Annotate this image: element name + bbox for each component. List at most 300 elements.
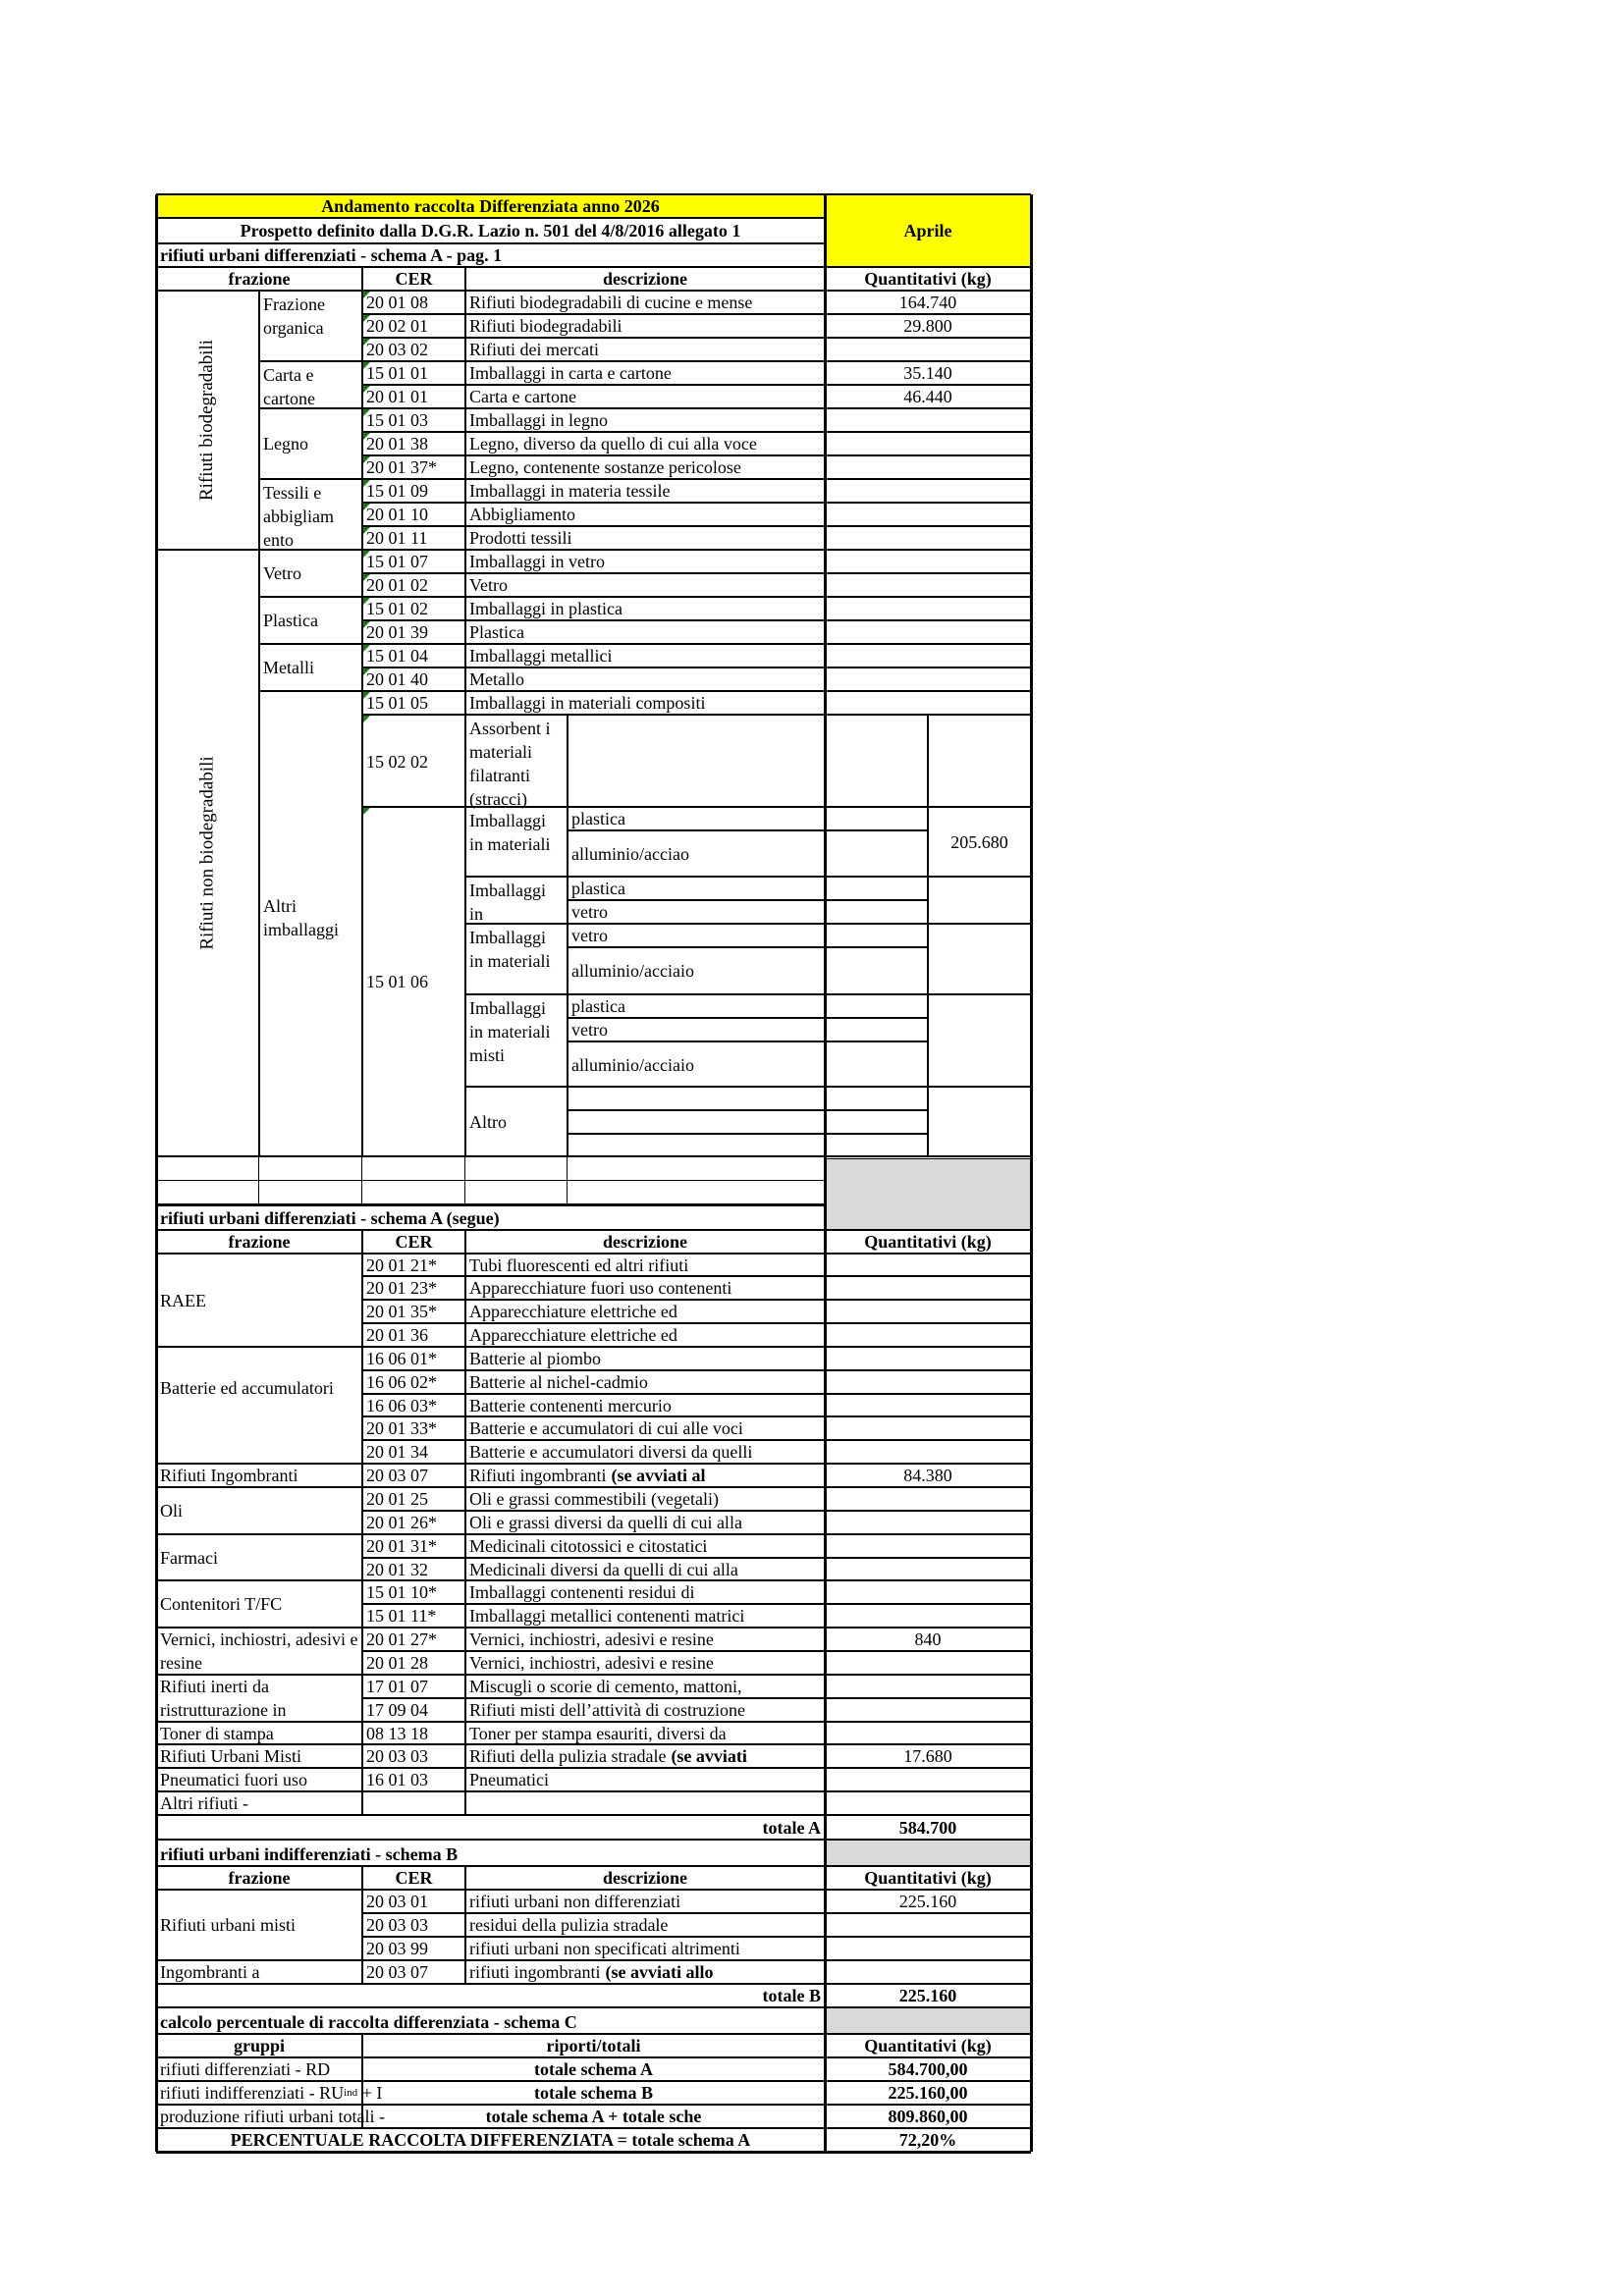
grid-line bbox=[568, 1041, 929, 1042]
quantity-value: 584.700,00 bbox=[888, 2059, 968, 2079]
grid-line bbox=[156, 217, 825, 219]
grid-line bbox=[156, 1229, 1031, 1231]
quantity-value: 46.440 bbox=[903, 387, 952, 406]
waste-description: Carta e cartone bbox=[469, 387, 576, 406]
material-name: vetro bbox=[571, 926, 608, 945]
col-groups: gruppi bbox=[233, 2036, 286, 2056]
waste-description: Apparecchiature fuori uso contenenti bbox=[469, 1278, 732, 1298]
cer-code: 15 01 04 bbox=[366, 646, 428, 666]
col-quantity: Quantitativi (kg) bbox=[864, 269, 992, 289]
grid-line bbox=[258, 291, 260, 1156]
cer-code: 20 01 21* bbox=[366, 1255, 437, 1275]
grid-line bbox=[361, 267, 363, 291]
waste-description bbox=[465, 1960, 825, 1984]
grid-line bbox=[362, 1275, 1031, 1277]
grid-line bbox=[362, 431, 1031, 433]
cer-code: 20 01 28 bbox=[366, 1653, 428, 1673]
waste-description: Batterie contenenti mercurio bbox=[469, 1396, 672, 1415]
col-fraction: frazione bbox=[228, 1232, 291, 1252]
cer-code: 15 01 09 bbox=[366, 481, 428, 501]
quantity-value bbox=[825, 1347, 1031, 1370]
grid-line bbox=[362, 1912, 1031, 1914]
cer-code: 15 01 07 bbox=[366, 552, 428, 571]
waste-description: Legno, contenente sostanze pericolose bbox=[469, 457, 741, 477]
fraction-organic: Frazione organica bbox=[263, 294, 325, 338]
comment-marker bbox=[363, 292, 370, 298]
material-name: vetro bbox=[571, 902, 608, 922]
quantity-value: 84.380 bbox=[903, 1466, 952, 1485]
waste-description: rifiuti urbani non differenziati bbox=[469, 1892, 681, 1911]
waste-description: Batterie al nichel-cadmio bbox=[469, 1372, 648, 1392]
waste-description: residui della pulizia stradale bbox=[469, 1915, 669, 1935]
quantity-value: 205.680 bbox=[950, 831, 1008, 852]
grid-line bbox=[156, 1839, 1031, 1841]
waste-description: Vernici, inchiostri, adesivi e resine bbox=[469, 1653, 714, 1673]
percentage-label: PERCENTUALE RACCOLTA DIFFERENZIATA = totale schema A bbox=[230, 2130, 751, 2150]
quantity-value bbox=[825, 1254, 1031, 1277]
quantity-value bbox=[825, 550, 1031, 573]
grid-line bbox=[362, 525, 1031, 527]
grid-line bbox=[362, 313, 1031, 315]
quantity-value bbox=[825, 408, 1031, 432]
grid-line bbox=[362, 1650, 1031, 1652]
cer-code: 20 01 10 bbox=[366, 505, 428, 524]
grid-line bbox=[825, 193, 1031, 195]
cer-code: 20 01 33* bbox=[366, 1418, 437, 1438]
cer-code: 15 01 06 bbox=[366, 972, 428, 991]
total-a-label: totale A bbox=[762, 1818, 821, 1838]
grid-line bbox=[362, 619, 1031, 621]
cer-code: 20 01 11 bbox=[366, 528, 428, 548]
fraction-bulky: Rifiuti Ingombranti bbox=[160, 1466, 298, 1485]
cer-code: 20 03 03 bbox=[366, 1915, 428, 1935]
description-text: Rifiuti della pulizia stradale bbox=[469, 1746, 667, 1766]
cer-code: 20 03 02 bbox=[366, 340, 428, 359]
waste-description: Tubi fluorescenti ed altri rifiuti bbox=[469, 1255, 689, 1275]
report-label: totale schema B bbox=[534, 2083, 653, 2103]
comment-marker bbox=[363, 386, 370, 393]
col-fraction: frazione bbox=[228, 1868, 291, 1888]
comment-marker bbox=[363, 409, 370, 416]
grid-line bbox=[259, 360, 362, 362]
grid-line bbox=[361, 1866, 363, 1984]
fraction-inert: Rifiuti inerti da ristrutturazione in bbox=[160, 1677, 287, 1720]
waste-description: Legno, diverso da quello di cui alla voce bbox=[469, 434, 757, 454]
absorbents-label: Assorbent i materiali filatranti (stracci) bbox=[469, 719, 551, 809]
quantity-value bbox=[825, 1913, 1031, 1937]
group-biodegradable-text: Rifiuti biodegradabili bbox=[196, 339, 218, 502]
grid-line bbox=[568, 1017, 929, 1019]
multi-block-label: Altro bbox=[469, 1111, 507, 1132]
grid-line bbox=[362, 360, 1031, 362]
fraction-raee: RAEE bbox=[160, 1290, 206, 1310]
grid-line bbox=[156, 1155, 1031, 1157]
cer-code: 20 03 07 bbox=[366, 1962, 428, 1982]
fraction-paints: Vernici, inchiostri, adesivi e resine bbox=[160, 1629, 358, 1673]
fraction-tyres: Pneumatici fuori uso bbox=[160, 1770, 307, 1789]
quantity-value bbox=[825, 1768, 1031, 1791]
material-name: alluminio/acciaio bbox=[571, 1054, 694, 1075]
grid-line bbox=[464, 1866, 466, 1984]
grid-line bbox=[568, 1109, 929, 1111]
cer-code: 15 01 02 bbox=[366, 599, 428, 618]
grid-line bbox=[362, 806, 1031, 808]
cer-code: 20 03 99 bbox=[366, 1939, 428, 1958]
col-quantity: Quantitativi (kg) bbox=[864, 2036, 992, 2056]
cer-code: 15 01 10* bbox=[366, 1582, 437, 1602]
quantity-value bbox=[825, 1604, 1031, 1628]
cer-code: 20 01 32 bbox=[366, 1560, 428, 1579]
waste-description: Imballaggi metallici bbox=[469, 646, 613, 666]
multi-block-label: Imballaggi in materiali bbox=[469, 928, 551, 971]
cer-code: 16 06 02* bbox=[366, 1372, 437, 1392]
description-text: rifiuti ingombranti bbox=[469, 1962, 601, 1982]
comment-marker bbox=[363, 527, 370, 534]
fraction-batteries: Batterie ed accumulatori bbox=[160, 1378, 334, 1398]
cer-code: 15 01 01 bbox=[366, 363, 428, 383]
grid-line bbox=[156, 1790, 1031, 1792]
waste-description bbox=[465, 1744, 825, 1768]
schema-b-shade bbox=[825, 1840, 1031, 1866]
report-title: Andamento raccolta Differenziata anno 2026 bbox=[321, 196, 660, 216]
group-label: produzione rifiuti urbani totali - bbox=[160, 2107, 385, 2126]
quantity-value: 164.740 bbox=[898, 293, 957, 312]
grid-line bbox=[156, 1889, 1031, 1891]
grid-line bbox=[567, 1156, 568, 1205]
cer-code: 17 01 07 bbox=[366, 1677, 428, 1696]
grid-line bbox=[361, 291, 363, 1156]
fraction-textiles: Tessili e abbigliam ento bbox=[263, 483, 334, 550]
multi-block-label: Imballaggi in materiali bbox=[469, 811, 551, 854]
quantity-value: 840 bbox=[914, 1629, 942, 1649]
cer-code: 20 02 01 bbox=[366, 316, 428, 336]
cer-code: 20 01 38 bbox=[366, 434, 428, 454]
waste-description: Pneumatici bbox=[469, 1770, 549, 1789]
cer-code: 20 03 07 bbox=[366, 1466, 428, 1485]
section-a2-title: rifiuti urbani differenziati - schema A (segue) bbox=[160, 1208, 500, 1228]
col-reports: riporti/totali bbox=[546, 2036, 641, 2056]
grid-line bbox=[156, 266, 1031, 268]
comment-marker bbox=[363, 456, 370, 463]
quantity-value bbox=[825, 1323, 1031, 1347]
quantity-value bbox=[825, 1416, 1031, 1440]
fraction-containers: Contenitori T/FC bbox=[160, 1594, 283, 1614]
schema-c-shade bbox=[825, 2007, 1031, 2034]
waste-description: Toner per stampa esauriti, diversi da bbox=[469, 1724, 727, 1743]
quantity-value bbox=[825, 1675, 1031, 1698]
quantity-value bbox=[825, 1276, 1031, 1300]
waste-description bbox=[465, 1464, 825, 1487]
grid-line bbox=[1030, 194, 1033, 2152]
comment-marker bbox=[363, 551, 370, 558]
material-name: plastica bbox=[571, 809, 625, 828]
grid-line bbox=[156, 2080, 1031, 2082]
month-label: Aprile bbox=[903, 221, 952, 240]
grid-line bbox=[362, 667, 1031, 668]
cer-code: 20 01 02 bbox=[366, 575, 428, 595]
cer-code: 15 01 05 bbox=[366, 693, 428, 713]
cer-code: 20 01 39 bbox=[366, 622, 428, 642]
cer-code: 16 06 03* bbox=[366, 1396, 437, 1415]
waste-description: Medicinali diversi da quelli di cui alla bbox=[469, 1560, 738, 1579]
cer-code: 20 01 35* bbox=[366, 1302, 437, 1321]
col-description: descrizione bbox=[603, 269, 687, 289]
quantity-value: 225.160,00 bbox=[888, 2083, 968, 2103]
percentage-value: 72,20% bbox=[898, 2130, 957, 2150]
grid-line bbox=[156, 193, 825, 195]
fraction-other: Altri rifiuti - bbox=[160, 1793, 248, 1813]
group-label: rifiuti differenziati - RD bbox=[160, 2059, 331, 2079]
fraction-oils: Oli bbox=[160, 1501, 184, 1521]
description-note: (se avviati bbox=[671, 1746, 747, 1766]
report-subtitle: Prospetto definito dalla D.G.R. Lazio n. 501 del 4/8/2016 allegato 1 bbox=[240, 221, 741, 240]
cer-code: 17 09 04 bbox=[366, 1700, 428, 1720]
grid-line bbox=[362, 407, 1031, 409]
grid-line bbox=[362, 384, 1031, 386]
cer-code: 20 03 03 bbox=[366, 1746, 428, 1766]
cer-code: 20 01 34 bbox=[366, 1442, 428, 1462]
comment-marker bbox=[363, 433, 370, 440]
grid-line bbox=[156, 2151, 1031, 2154]
grid-line bbox=[259, 407, 362, 409]
waste-description: Imballaggi in legno bbox=[469, 410, 608, 430]
grid-line bbox=[156, 1814, 1031, 1816]
grid-line bbox=[362, 1439, 1031, 1441]
total-b-value: 225.160 bbox=[898, 1986, 957, 2005]
quantity-value: 809.860,00 bbox=[888, 2107, 968, 2126]
quantity-value bbox=[825, 503, 1031, 526]
grid-line bbox=[568, 946, 929, 948]
waste-description: Apparecchiature elettriche ed bbox=[469, 1302, 677, 1321]
grid-line bbox=[156, 2127, 1031, 2129]
grid-line bbox=[362, 1415, 1031, 1417]
material-name: alluminio/acciao bbox=[571, 843, 689, 864]
grid-line bbox=[362, 1369, 1031, 1371]
waste-description: Imballaggi in materia tessile bbox=[469, 481, 671, 501]
col-quantity: Quantitativi (kg) bbox=[864, 1868, 992, 1888]
group-label: rifiuti indifferenziati - RU ind + I bbox=[160, 2083, 383, 2103]
waste-description: Oli e grassi commestibili (vegetali) bbox=[469, 1489, 719, 1509]
col-cer: CER bbox=[395, 269, 433, 289]
waste-description: Rifiuti biodegradabili bbox=[469, 316, 623, 336]
grid-line bbox=[362, 1697, 1031, 1699]
grid-line bbox=[362, 1557, 1031, 1559]
grid-line bbox=[825, 1158, 1031, 1159]
grid-line bbox=[156, 1253, 1031, 1255]
quantity-value bbox=[825, 1558, 1031, 1581]
cer-code: 08 13 18 bbox=[366, 1724, 428, 1743]
comment-marker bbox=[363, 668, 370, 675]
group-text: rifiuti indifferenziati - RU bbox=[160, 2083, 345, 2103]
quantity-value bbox=[825, 1937, 1031, 1960]
waste-description: Imballaggi in vetro bbox=[469, 552, 605, 571]
grid-line bbox=[156, 1346, 1031, 1348]
col-description: descrizione bbox=[603, 1232, 687, 1252]
waste-description: Imballaggi contenenti residui di bbox=[469, 1582, 695, 1602]
grid-line bbox=[362, 596, 1031, 598]
fraction-mixed: Rifiuti Urbani Misti bbox=[160, 1746, 301, 1766]
cer-code bbox=[362, 1791, 465, 1815]
grid-line bbox=[362, 1393, 1031, 1395]
col-description: descrizione bbox=[603, 1868, 687, 1888]
cer-code: 20 01 01 bbox=[366, 387, 428, 406]
quantity-value bbox=[825, 338, 1031, 361]
waste-description: Vetro bbox=[469, 575, 508, 595]
waste-description: Imballaggi in carta e cartone bbox=[469, 363, 672, 383]
grid-line bbox=[156, 2006, 1031, 2008]
quantity-value bbox=[825, 1370, 1031, 1394]
section-c-title: calcolo percentuale di raccolta differenziata - schema C bbox=[160, 2012, 577, 2032]
grid-line bbox=[259, 596, 362, 598]
fraction-mixed: Rifiuti urbani misti bbox=[160, 1915, 296, 1935]
cer-code: 15 01 11* bbox=[366, 1606, 437, 1626]
grid-line bbox=[156, 1959, 1031, 1961]
grid-line bbox=[156, 1721, 1031, 1723]
quantity-value bbox=[825, 1511, 1031, 1534]
waste-description: Imballaggi in materiali compositi bbox=[469, 693, 706, 713]
waste-description: Vernici, inchiostri, adesivi e resine bbox=[469, 1629, 714, 1649]
comment-marker bbox=[363, 692, 370, 699]
grid-line bbox=[156, 1767, 1031, 1769]
grid-line bbox=[464, 267, 466, 291]
grid-line bbox=[156, 1627, 1031, 1629]
fraction-bulky: Ingombranti a bbox=[160, 1962, 260, 1982]
comment-marker bbox=[363, 645, 370, 652]
waste-description: Rifiuti dei mercati bbox=[469, 340, 599, 359]
quantity-value: 225.160 bbox=[898, 1892, 957, 1911]
grid-line bbox=[156, 2056, 1031, 2058]
quantity-value bbox=[825, 644, 1031, 667]
quantity-value: 35.140 bbox=[903, 363, 952, 383]
total-b-label: totale B bbox=[762, 1986, 821, 2005]
fraction-glass: Vetro bbox=[263, 563, 301, 583]
quantity-value bbox=[825, 1300, 1031, 1323]
grid-line bbox=[465, 1086, 1031, 1088]
waste-description: Oli e grassi diversi da quelli di cui alla bbox=[469, 1513, 742, 1532]
grid-line bbox=[362, 1322, 1031, 1324]
grid-line bbox=[156, 1463, 1031, 1465]
cer-code: 20 01 08 bbox=[366, 293, 428, 312]
fraction-paper: Carta e cartone bbox=[263, 365, 315, 408]
quantity-value bbox=[825, 1791, 1031, 1815]
multi-block-label: Imballaggi in bbox=[469, 881, 546, 924]
grid-line bbox=[362, 1299, 1031, 1301]
grid-line bbox=[824, 194, 827, 2152]
cer-code: 20 01 40 bbox=[366, 669, 428, 689]
grid-line bbox=[465, 923, 1031, 925]
quantity-value bbox=[825, 1651, 1031, 1675]
cer-code: 20 01 37* bbox=[366, 457, 437, 477]
description-note: (se avviati allo bbox=[605, 1962, 714, 1982]
comment-marker bbox=[363, 504, 370, 510]
quantity-value bbox=[825, 1394, 1031, 1417]
col-cer: CER bbox=[395, 1232, 433, 1252]
waste-description: Metallo bbox=[469, 669, 524, 689]
grid-line bbox=[259, 690, 362, 692]
cer-code: 16 06 01* bbox=[366, 1349, 437, 1368]
multi-block-label: Imballaggi in materiali misti bbox=[469, 998, 551, 1065]
comment-marker bbox=[363, 339, 370, 346]
grid-line bbox=[464, 1156, 465, 1205]
material-name: plastica bbox=[571, 996, 625, 1016]
spacer-shade bbox=[825, 1159, 1031, 1230]
quantity-value bbox=[825, 1960, 1031, 1984]
waste-description: Batterie e accumulatori di cui alle voci bbox=[469, 1418, 743, 1438]
grid-line bbox=[465, 993, 1031, 995]
cer-code: 20 01 36 bbox=[366, 1325, 428, 1345]
report-label: totale schema A + totale sche bbox=[485, 2107, 702, 2126]
comment-marker bbox=[363, 315, 370, 322]
fraction-other-packaging: Altri imballaggi bbox=[263, 896, 339, 939]
grid-line bbox=[465, 876, 928, 878]
grid-line bbox=[362, 1603, 1031, 1605]
group-tail: + I bbox=[357, 2083, 383, 2103]
quantity-value bbox=[825, 573, 1031, 597]
total-a-value: 584.700 bbox=[898, 1818, 957, 1838]
quantity-value bbox=[825, 432, 1031, 455]
quantity-value bbox=[825, 1440, 1031, 1464]
quantity-value bbox=[825, 479, 1031, 503]
grid-line bbox=[362, 290, 1031, 292]
cer-code: 20 01 31* bbox=[366, 1536, 437, 1556]
cer-code: 20 01 25 bbox=[366, 1489, 428, 1509]
description-text: Rifiuti ingombranti bbox=[469, 1466, 607, 1485]
material-name: vetro bbox=[571, 1020, 608, 1040]
grid-line bbox=[156, 1674, 1031, 1676]
quantity-value bbox=[825, 691, 1031, 715]
comment-marker bbox=[363, 362, 370, 369]
grid-line bbox=[568, 899, 929, 901]
quantity-value bbox=[825, 1580, 1031, 1604]
grid-line bbox=[156, 1983, 1031, 1985]
waste-description: Batterie al piombo bbox=[469, 1349, 601, 1368]
cer-code: 15 01 03 bbox=[366, 410, 428, 430]
grid-line bbox=[362, 337, 1031, 339]
col-cer: CER bbox=[395, 1868, 433, 1888]
quantity-value bbox=[825, 1698, 1031, 1722]
grid-line bbox=[156, 242, 825, 244]
grid-line bbox=[258, 1156, 259, 1205]
waste-description: Rifiuti misti dell’attività di costruzione bbox=[469, 1700, 745, 1720]
cer-code: 20 01 23* bbox=[366, 1278, 437, 1298]
grid-line bbox=[156, 2104, 1031, 2106]
group-non-biodegradable bbox=[156, 550, 259, 1156]
grid-line bbox=[927, 715, 929, 1156]
quantity-value bbox=[825, 1722, 1031, 1745]
cer-code: 15 02 02 bbox=[366, 751, 428, 772]
waste-description bbox=[465, 1791, 825, 1815]
grid-line bbox=[156, 1180, 825, 1181]
grid-line bbox=[156, 2033, 1031, 2035]
grid-line bbox=[362, 1510, 1031, 1512]
grid-line bbox=[155, 194, 158, 2152]
quantity-value: 29.800 bbox=[903, 316, 952, 336]
comment-marker bbox=[363, 574, 370, 581]
quantity-value bbox=[825, 667, 1031, 691]
grid-line bbox=[928, 876, 1031, 878]
grid-line bbox=[362, 502, 1031, 504]
waste-description: Rifiuti biodegradabili di cucine e mense bbox=[469, 293, 753, 312]
cer-code: 20 03 01 bbox=[366, 1892, 428, 1911]
grid-line bbox=[568, 1133, 929, 1135]
waste-description: Abbigliamento bbox=[469, 505, 575, 524]
grid-line bbox=[361, 1156, 362, 1205]
report-label: totale schema A bbox=[534, 2059, 653, 2079]
waste-description: Batterie e accumulatori diversi da quelli bbox=[469, 1442, 753, 1462]
comment-marker bbox=[363, 598, 370, 605]
section-a-title: rifiuti urbani differenziati - schema A - pag. 1 bbox=[160, 245, 503, 265]
waste-description: Plastica bbox=[469, 622, 524, 642]
